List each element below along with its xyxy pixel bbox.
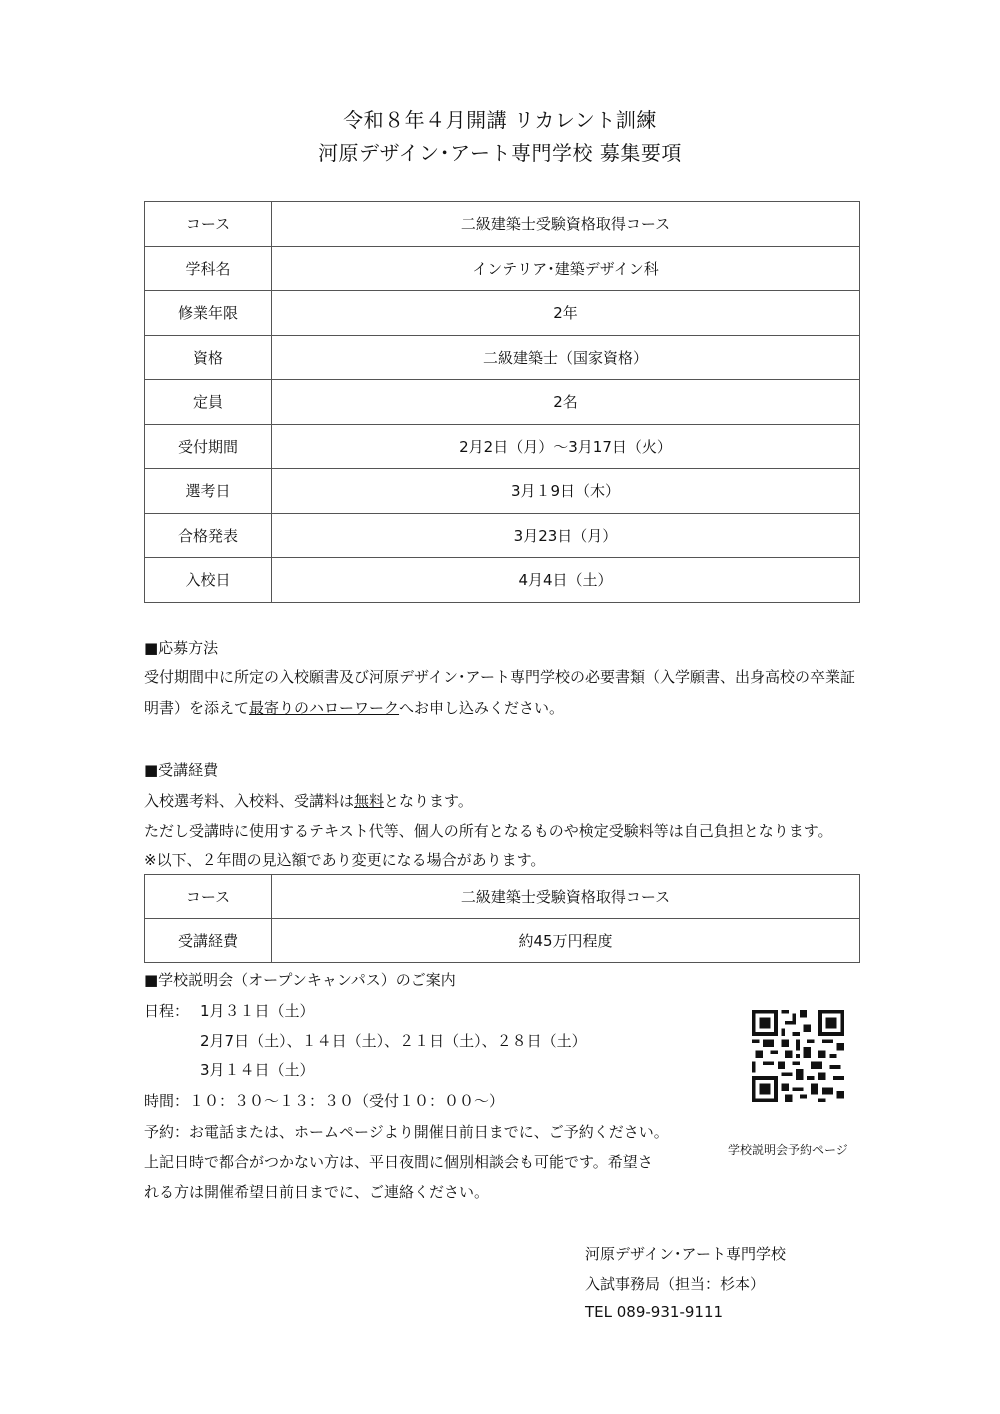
table-row [145,424,860,469]
row-value: 4月4日（土） [272,558,860,603]
table-row [145,380,860,425]
reserve-line: 予約：お電話または、ホームページより開催日前日までに、ご予約ください。 [144,1123,669,1141]
row-label: 学科名 [145,246,272,291]
costs-heading: ■受講経費 [144,761,219,779]
costs-free-emphasis: 無料 [354,792,385,810]
application-text-before: 受付期間中に所定の入校願書及び河原デザイン･アート専門学校の必要書類（入学願書、出身高校の卒業証明書）を添えて [144,668,856,717]
row-label: 合格発表 [145,513,272,558]
row-value: 2年 [272,291,860,336]
row-value: 約45万円程度 [272,919,860,963]
schedule-date: 1月３１日（土） [200,1002,315,1020]
qr-code-icon[interactable] [752,1010,844,1102]
contact-office: 入試事務局（担当：杉本） [585,1275,766,1293]
table-row [145,202,860,247]
table-row [145,875,860,919]
row-label: コース [145,875,272,919]
table-row [145,513,860,558]
row-label: 修業年限 [145,291,272,336]
table-row [145,335,860,380]
application-text-after: へお申し込みください。 [399,699,565,717]
application-heading: ■応募方法 [144,639,219,657]
table-row [145,919,860,963]
row-value: 二級建築士受験資格取得コース [272,202,860,247]
row-value: 二級建築士受験資格取得コース [272,875,860,919]
costs-line3: ※以下、２年間の見込額であり変更になる場合があります。 [144,851,546,869]
schedule-date: 3月１４日（土） [200,1061,315,1079]
costs-line2: ただし受講時に使用するテキスト代等、個人の所有となるものや検定受験料等は自己負担となります。 [144,822,833,840]
row-label: 受講経費 [145,919,272,963]
costs-line1-after: となります。 [384,792,473,810]
row-value: 3月１9日（木） [272,469,860,514]
row-label: 定員 [145,380,272,425]
requirements-table [144,201,860,603]
row-value: 3月23日（月） [272,513,860,558]
table-row [145,469,860,514]
document-title-line1: 令和８年４月開講 リカレント訓練 [343,108,657,132]
document-title-line2: 河原デザイン･アート専門学校 募集要項 [318,141,682,165]
row-label: コース [145,202,272,247]
row-label: 資格 [145,335,272,380]
table-row [145,558,860,603]
row-label: 選考日 [145,469,272,514]
open-campus-heading: ■学校説明会（オープンキャンパス）のご案内 [144,971,456,989]
row-value: 2月2日（月）～3月17日（火） [272,424,860,469]
schedule-date: 2月7日（土）、１４日（土）、２１日（土）、２８日（土） [200,1032,587,1050]
time-line: 時間：１０：３０～１３：３０（受付１０：００～） [144,1092,505,1110]
note-line2: れる方は開催希望日前日までに、ご連絡ください。 [144,1183,490,1201]
costs-line1 [144,790,473,811]
note-line1: 上記日時で都合がつかない方は、平日夜間に個別相談会も可能です。希望さ [144,1153,653,1171]
cost-table [144,874,860,963]
row-label: 受付期間 [145,424,272,469]
qr-caption: 学校説明会予約ページ [728,1143,848,1157]
hello-work-link: 最寄りのハローワーク [249,699,400,717]
contact-tel: TEL 089-931-9111 [585,1303,724,1321]
table-row [145,291,860,336]
row-value: インテリア･建築デザイン科 [272,246,860,291]
schedule-label: 日程： [144,1002,190,1020]
row-value: 二級建築士（国家資格） [272,335,860,380]
costs-line1-before: 入校選考料、入校料、受講料は [144,792,355,810]
application-text [144,662,864,724]
row-label: 入校日 [145,558,272,603]
row-value: 2名 [272,380,860,425]
contact-school: 河原デザイン･アート専門学校 [585,1245,787,1263]
table-row [145,246,860,291]
